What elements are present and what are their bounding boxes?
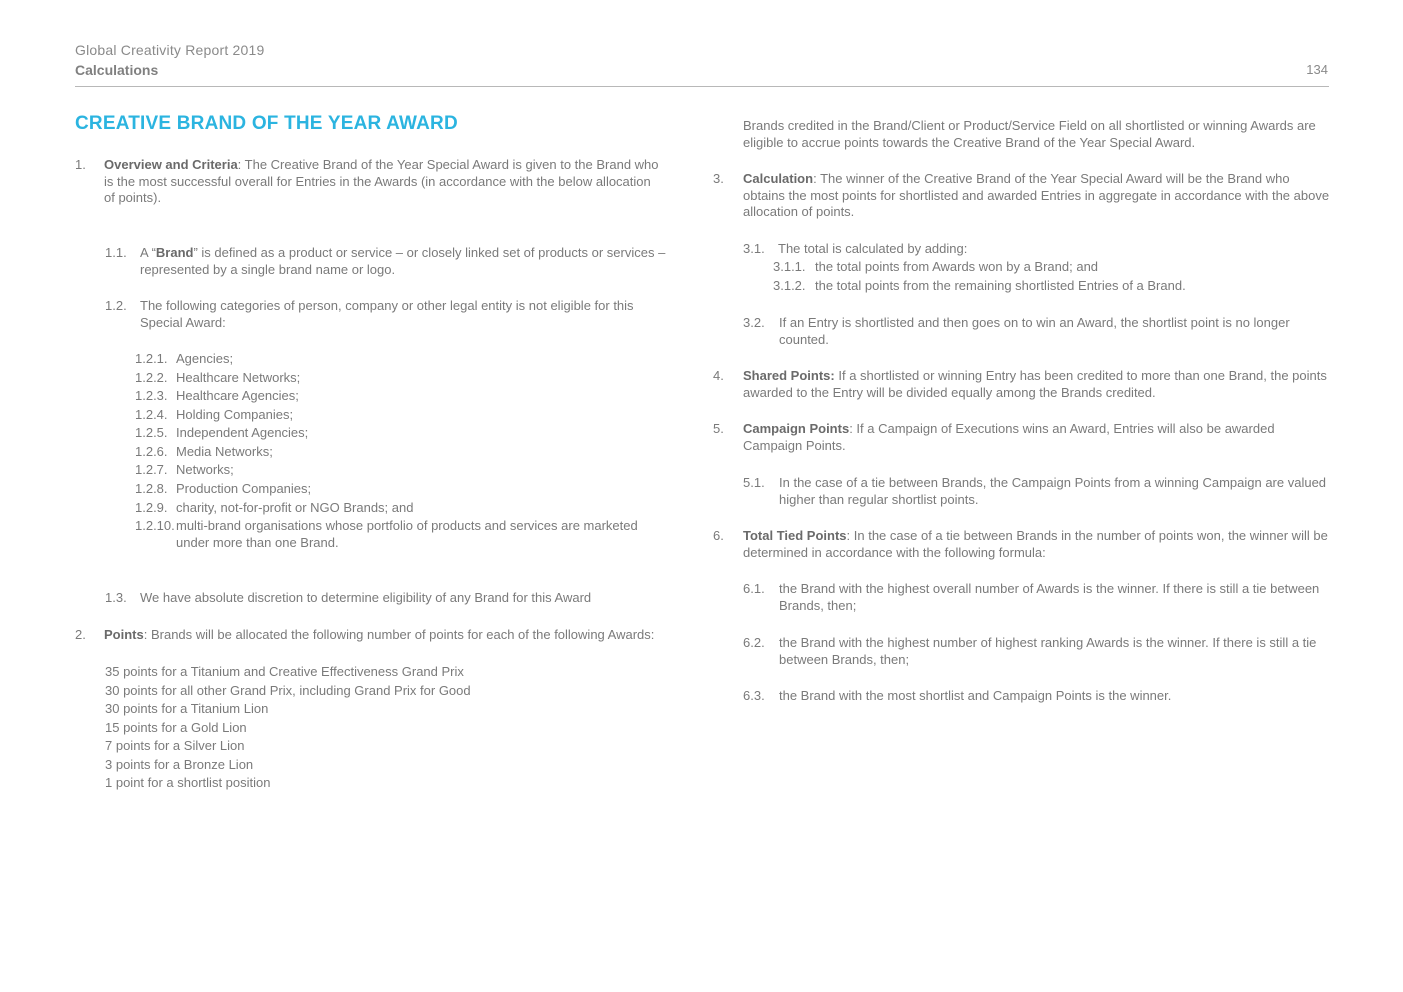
points-list-item: 15 points for a Gold Lion xyxy=(105,720,247,735)
header-divider xyxy=(75,86,1329,87)
paragraph-text: : In the case of a tie between Brands in the number of points won, the winner will be determined in accordance with the following formula: xyxy=(743,528,1328,560)
sublist-item: Media Networks; xyxy=(176,444,273,459)
item-number: 1.1. xyxy=(105,245,127,260)
paragraph-text: : The winner of the Creative Brand of the Year Special Award will be the Brand who obtains the most points for shortlisted and awarded Entries in aggregate in accordance with the above allocation of points. xyxy=(743,171,1330,219)
term-label: Calculation xyxy=(743,171,814,186)
tie-rule-paragraph: the Brand with the highest overall number of Awards is the winner. If there is still a tie between Brands, then; xyxy=(779,581,1320,613)
term-label: Shared Points: xyxy=(743,368,835,383)
calculation-step: The total is calculated by adding: xyxy=(778,241,968,256)
paragraph-text: : Brands will be allocated the following number of points for each of the following Awards: xyxy=(143,627,655,642)
sublist-number: 1.2.4. xyxy=(135,407,168,422)
campaign-tie-paragraph: In the case of a tie between Brands, the Campaign Points from a winning Campaign are valued higher than regular shortlist points. xyxy=(779,475,1327,507)
sublist-item: Independent Agencies; xyxy=(176,425,309,440)
sublist-number: 1.2.7. xyxy=(135,462,168,477)
overview-criteria-paragraph xyxy=(104,157,660,207)
points-list-item: 35 points for a Titanium and Creative Effectiveness Grand Prix xyxy=(105,664,464,679)
item-number: 3. xyxy=(713,171,724,186)
sublist-number: 1.2.1. xyxy=(135,351,168,366)
campaign-points-paragraph xyxy=(743,421,1303,454)
sublist-number: 3.1.1. xyxy=(773,259,806,274)
report-title: Global Creativity Report 2019 xyxy=(75,42,265,58)
points-list-item: 3 points for a Bronze Lion xyxy=(105,757,254,772)
item-number: 1.3. xyxy=(105,590,127,605)
sublist-number: 1.2.10. xyxy=(135,518,175,533)
page-title: CREATIVE BRAND OF THE YEAR AWARD xyxy=(75,113,458,134)
sublist-item: the total points from Awards won by a Brand; and xyxy=(815,259,1099,274)
points-list-item: 30 points for a Titanium Lion xyxy=(105,701,269,716)
paragraph-text: If a shortlisted or winning Entry has been credited to more than one Brand, the points awarded to the Entry will be divided equally among the Brands credited. xyxy=(743,368,1327,400)
sublist-item: Networks; xyxy=(176,462,234,477)
sublist-item: Agencies; xyxy=(176,351,234,366)
sublist-number: 1.2.3. xyxy=(135,388,168,403)
eligibility-intro-paragraph: Brands credited in the Brand/Client or Product/Service Field on all shortlisted or winning Awards are eligible to accrue points towards the Creative Brand of the Year Special Award. xyxy=(743,118,1316,150)
sublist-number: 3.1.2. xyxy=(773,278,806,293)
item-number: 1. xyxy=(75,157,86,172)
sublist-number: 1.2.2. xyxy=(135,370,168,385)
calculation-paragraph xyxy=(743,171,1335,221)
item-number: 5. xyxy=(713,421,724,436)
sublist-number: 1.2.6. xyxy=(135,444,168,459)
tie-rule-paragraph: the Brand with the highest number of highest ranking Awards is the winner. If there is still a tie between Brands, then; xyxy=(779,635,1317,667)
item-number: 6. xyxy=(713,528,724,543)
item-number: 6.2. xyxy=(743,635,765,650)
term-label: Brand xyxy=(155,245,194,260)
item-number: 6.1. xyxy=(743,581,765,596)
sublist-item: charity, not-for-profit or NGO Brands; and xyxy=(176,500,414,515)
sublist-item: Holding Companies; xyxy=(176,407,294,422)
sublist-item: Healthcare Networks; xyxy=(176,370,301,385)
points-list-item: 30 points for all other Grand Prix, including Grand Prix for Good xyxy=(105,683,471,698)
item-number: 3.2. xyxy=(743,315,765,330)
item-number: 4. xyxy=(713,368,724,383)
item-number: 6.3. xyxy=(743,688,765,703)
shared-points-paragraph xyxy=(743,368,1338,401)
item-number: 1.2. xyxy=(105,298,127,313)
points-list-item: 7 points for a Silver Lion xyxy=(105,738,245,753)
total-tied-points-paragraph xyxy=(743,528,1328,561)
sublist-item: Healthcare Agencies; xyxy=(176,388,299,403)
item-number: 2. xyxy=(75,627,86,642)
term-label: Total Tied Points xyxy=(743,528,847,543)
sublist-number: 1.2.8. xyxy=(135,481,168,496)
item-number: 3.1. xyxy=(743,241,765,256)
tie-rule-paragraph: the Brand with the most shortlist and Campaign Points is the winner. xyxy=(779,688,1172,703)
paragraph-text: : If a Campaign of Executions wins an Award, Entries will also be awarded Campaign Points. xyxy=(743,421,1275,453)
sublist-item: the total points from the remaining shortlisted Entries of a Brand. xyxy=(815,278,1186,293)
term-label: Campaign Points xyxy=(743,421,850,436)
paragraph-text: A “ xyxy=(140,245,156,260)
term-label: Points xyxy=(104,627,144,642)
paragraph-text: ” is defined as a product or service – or closely linked set of products or services – represented by a single brand name or logo. xyxy=(140,245,666,277)
paragraph-text: : The Creative Brand of the Year Special Award is given to the Brand who is the most successful overall for Entries in the Awards (in accordance with the below allocation of points). xyxy=(104,157,659,205)
sublist-item: multi-brand organisations whose portfolio of products and services are marketed under more than one Brand. xyxy=(176,518,638,550)
sublist-item: Production Companies; xyxy=(176,481,312,496)
shortlist-rule-paragraph: If an Entry is shortlisted and then goes on to win an Award, the shortlist point is no longer counted. xyxy=(779,315,1290,347)
sublist-number: 1.2.5. xyxy=(135,425,168,440)
term-label: Overview and Criteria xyxy=(104,157,238,172)
sublist-number: 1.2.9. xyxy=(135,500,168,515)
item-number: 5.1. xyxy=(743,475,765,490)
page-number: 134 xyxy=(1306,62,1328,77)
section-title: Calculations xyxy=(75,62,159,78)
brand-definition-paragraph xyxy=(140,245,670,278)
discretion-paragraph: We have absolute discretion to determine eligibility of any Brand for this Award xyxy=(140,590,592,605)
ineligible-intro-paragraph: The following categories of person, company or other legal entity is not eligible for this Special Award: xyxy=(140,298,634,330)
points-paragraph xyxy=(104,627,684,644)
points-list-item: 1 point for a shortlist position xyxy=(105,775,271,790)
